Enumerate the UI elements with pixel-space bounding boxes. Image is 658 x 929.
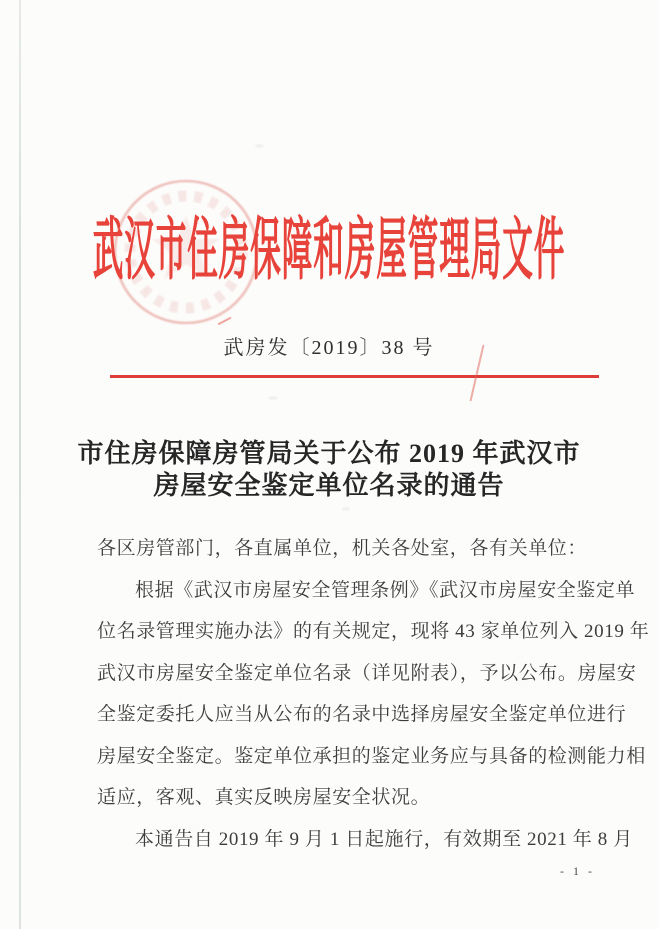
red-pen-tick <box>217 317 231 326</box>
notice-title-line2: 房屋安全鉴定单位名录的通告 <box>153 471 505 500</box>
body-text-line: 全鉴定委托人应当从公布的名录中选择房屋安全鉴定单位进行 <box>97 704 627 725</box>
notice-title <box>0 438 658 502</box>
notice-title-line1: 市住房保障房管局关于公布 2019 年武汉市 <box>77 439 581 468</box>
page-number: - 1 - <box>560 864 595 878</box>
scan-smudge <box>342 507 350 511</box>
body-text-line: 房屋安全鉴定。鉴定单位承担的鉴定业务应与具备的检测能力相 <box>97 745 646 767</box>
red-divider-line <box>110 375 599 378</box>
scan-smudge <box>268 396 278 400</box>
body-text-line: 位名录管理实施办法》的有关规定，现将 43 家单位列入 2019 年 <box>97 621 650 642</box>
document-number: 武房发〔2019〕38 号 <box>223 337 435 359</box>
scan-smudge <box>255 144 264 148</box>
agency-header-text: 武汉市住房保障和房屋管理局文件 <box>92 212 566 288</box>
notice-body <box>97 528 650 860</box>
body-text-line: 各区房管部门，各直属单位，机关各处室，各有关单位： <box>97 538 588 559</box>
body-text-line: 根据《武汉市房屋安全管理条例》《武汉市房屋安全鉴定单 <box>135 579 636 601</box>
body-text-line: 适应，客观、真实反映房屋安全状况。 <box>97 787 431 808</box>
agency-header <box>0 212 658 288</box>
body-text-line: 武汉市房屋安全鉴定单位名录（详见附表），予以公布。房屋安 <box>97 662 637 684</box>
body-text-line: 本通告自 2019 年 9 月 1 日起施行，有效期至 2021 年 8 月 <box>135 828 633 850</box>
